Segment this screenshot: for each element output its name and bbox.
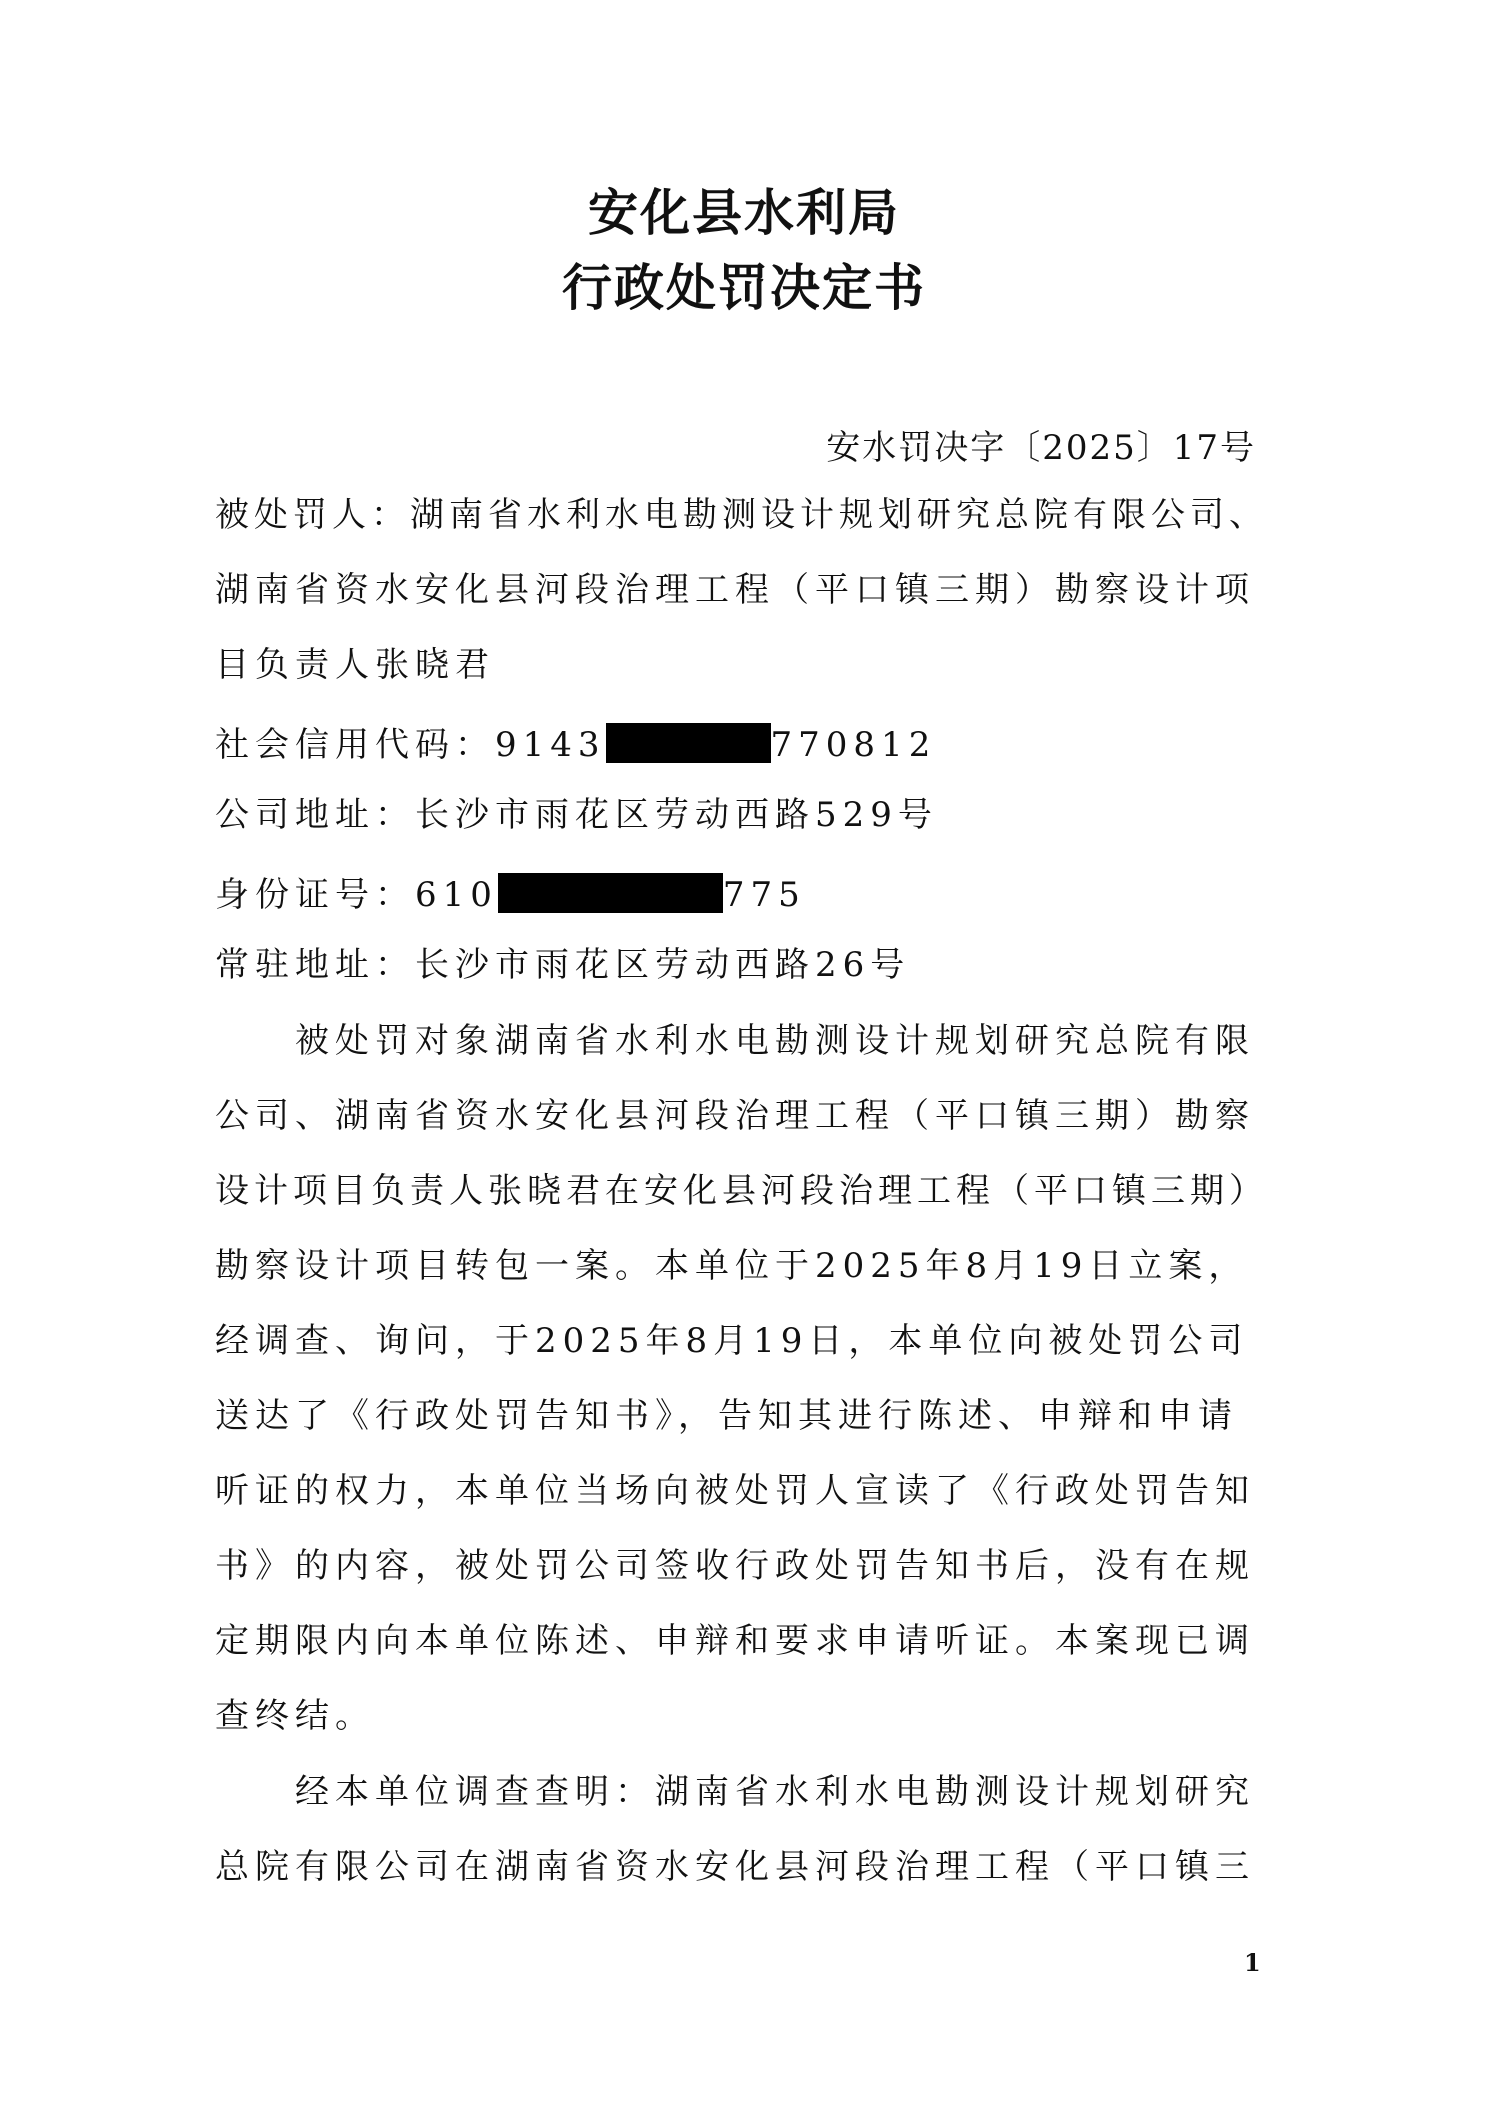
party-line-2: 湖南省资水安化县河段治理工程（平口镇三期）勘察设计项 [215, 570, 1255, 610]
id-number-suffix: 775 [722, 875, 806, 915]
id-number-row [215, 873, 1275, 913]
paragraph-1-line: 被处罚对象湖南省水利水电勘测设计规划研究总院有限 [295, 1021, 1255, 1061]
id-number-prefix: 610 [415, 875, 498, 915]
paragraph-1-line: 经调查、询问，于2025年8月19日，本单位向被处罚公司 [215, 1321, 1249, 1361]
credit-code-suffix: 770812 [770, 725, 937, 765]
paragraph-2-line: 总院有限公司在湖南省资水安化县河段治理工程（平口镇三 [215, 1847, 1255, 1887]
residence-address-value: 长沙市雨花区劳动西路26号 [415, 945, 911, 985]
company-address-label: 公司地址： [215, 795, 415, 835]
company-address-row [215, 795, 1275, 835]
party-label: 被处罚人： [215, 495, 410, 535]
paragraph-1-line: 送达了《行政处罚告知书》，告知其进行陈述、申辩和申请 [215, 1396, 1238, 1436]
party-text-1: 湖南省水利水电勘测设计规划研究总院有限公司、 [410, 495, 1268, 535]
redaction-bar [498, 873, 723, 913]
residence-address-label: 常驻地址： [215, 945, 415, 985]
paragraph-2-line: 经本单位调查查明：湖南省水利水电勘测设计规划研究 [295, 1772, 1255, 1812]
paragraph-1-line: 定期限内向本单位陈述、申辩和要求申请听证。本案现已调 [215, 1621, 1255, 1661]
paragraph-1-line: 勘察设计项目转包一案。本单位于2025年8月19日立案， [215, 1246, 1249, 1286]
credit-code-row [215, 723, 1275, 763]
redaction-bar [606, 723, 771, 763]
paragraph-1-line: 听证的权力，本单位当场向被处罚人宣读了《行政处罚告知 [215, 1471, 1255, 1511]
credit-code-prefix: 9143 [495, 725, 606, 765]
paragraph-1-line: 设计项目负责人张晓君在安化县河段治理工程（平口镇三期） [215, 1171, 1268, 1211]
paragraph-1-line: 书》的内容，被处罚公司签收行政处罚告知书后，没有在规 [215, 1546, 1255, 1586]
company-address-value: 长沙市雨花区劳动西路529号 [415, 795, 938, 835]
party-line-3: 目负责人张晓君 [215, 645, 495, 685]
page-number: 1 [1244, 1948, 1261, 1977]
document-title-agency: 安化县水利局 [588, 183, 900, 242]
paragraph-1-line: 查终结。 [215, 1696, 375, 1736]
document-number: 安水罚决字〔2025〕17号 [826, 428, 1256, 468]
document-title-type: 行政处罚决定书 [562, 258, 926, 317]
residence-address-row [215, 945, 1275, 985]
paragraph-1-line: 公司、湖南省资水安化县河段治理工程（平口镇三期）勘察 [215, 1096, 1255, 1136]
credit-code-label: 社会信用代码： [215, 725, 495, 765]
id-number-label: 身份证号： [215, 875, 415, 915]
party-line-1 [215, 495, 1275, 535]
